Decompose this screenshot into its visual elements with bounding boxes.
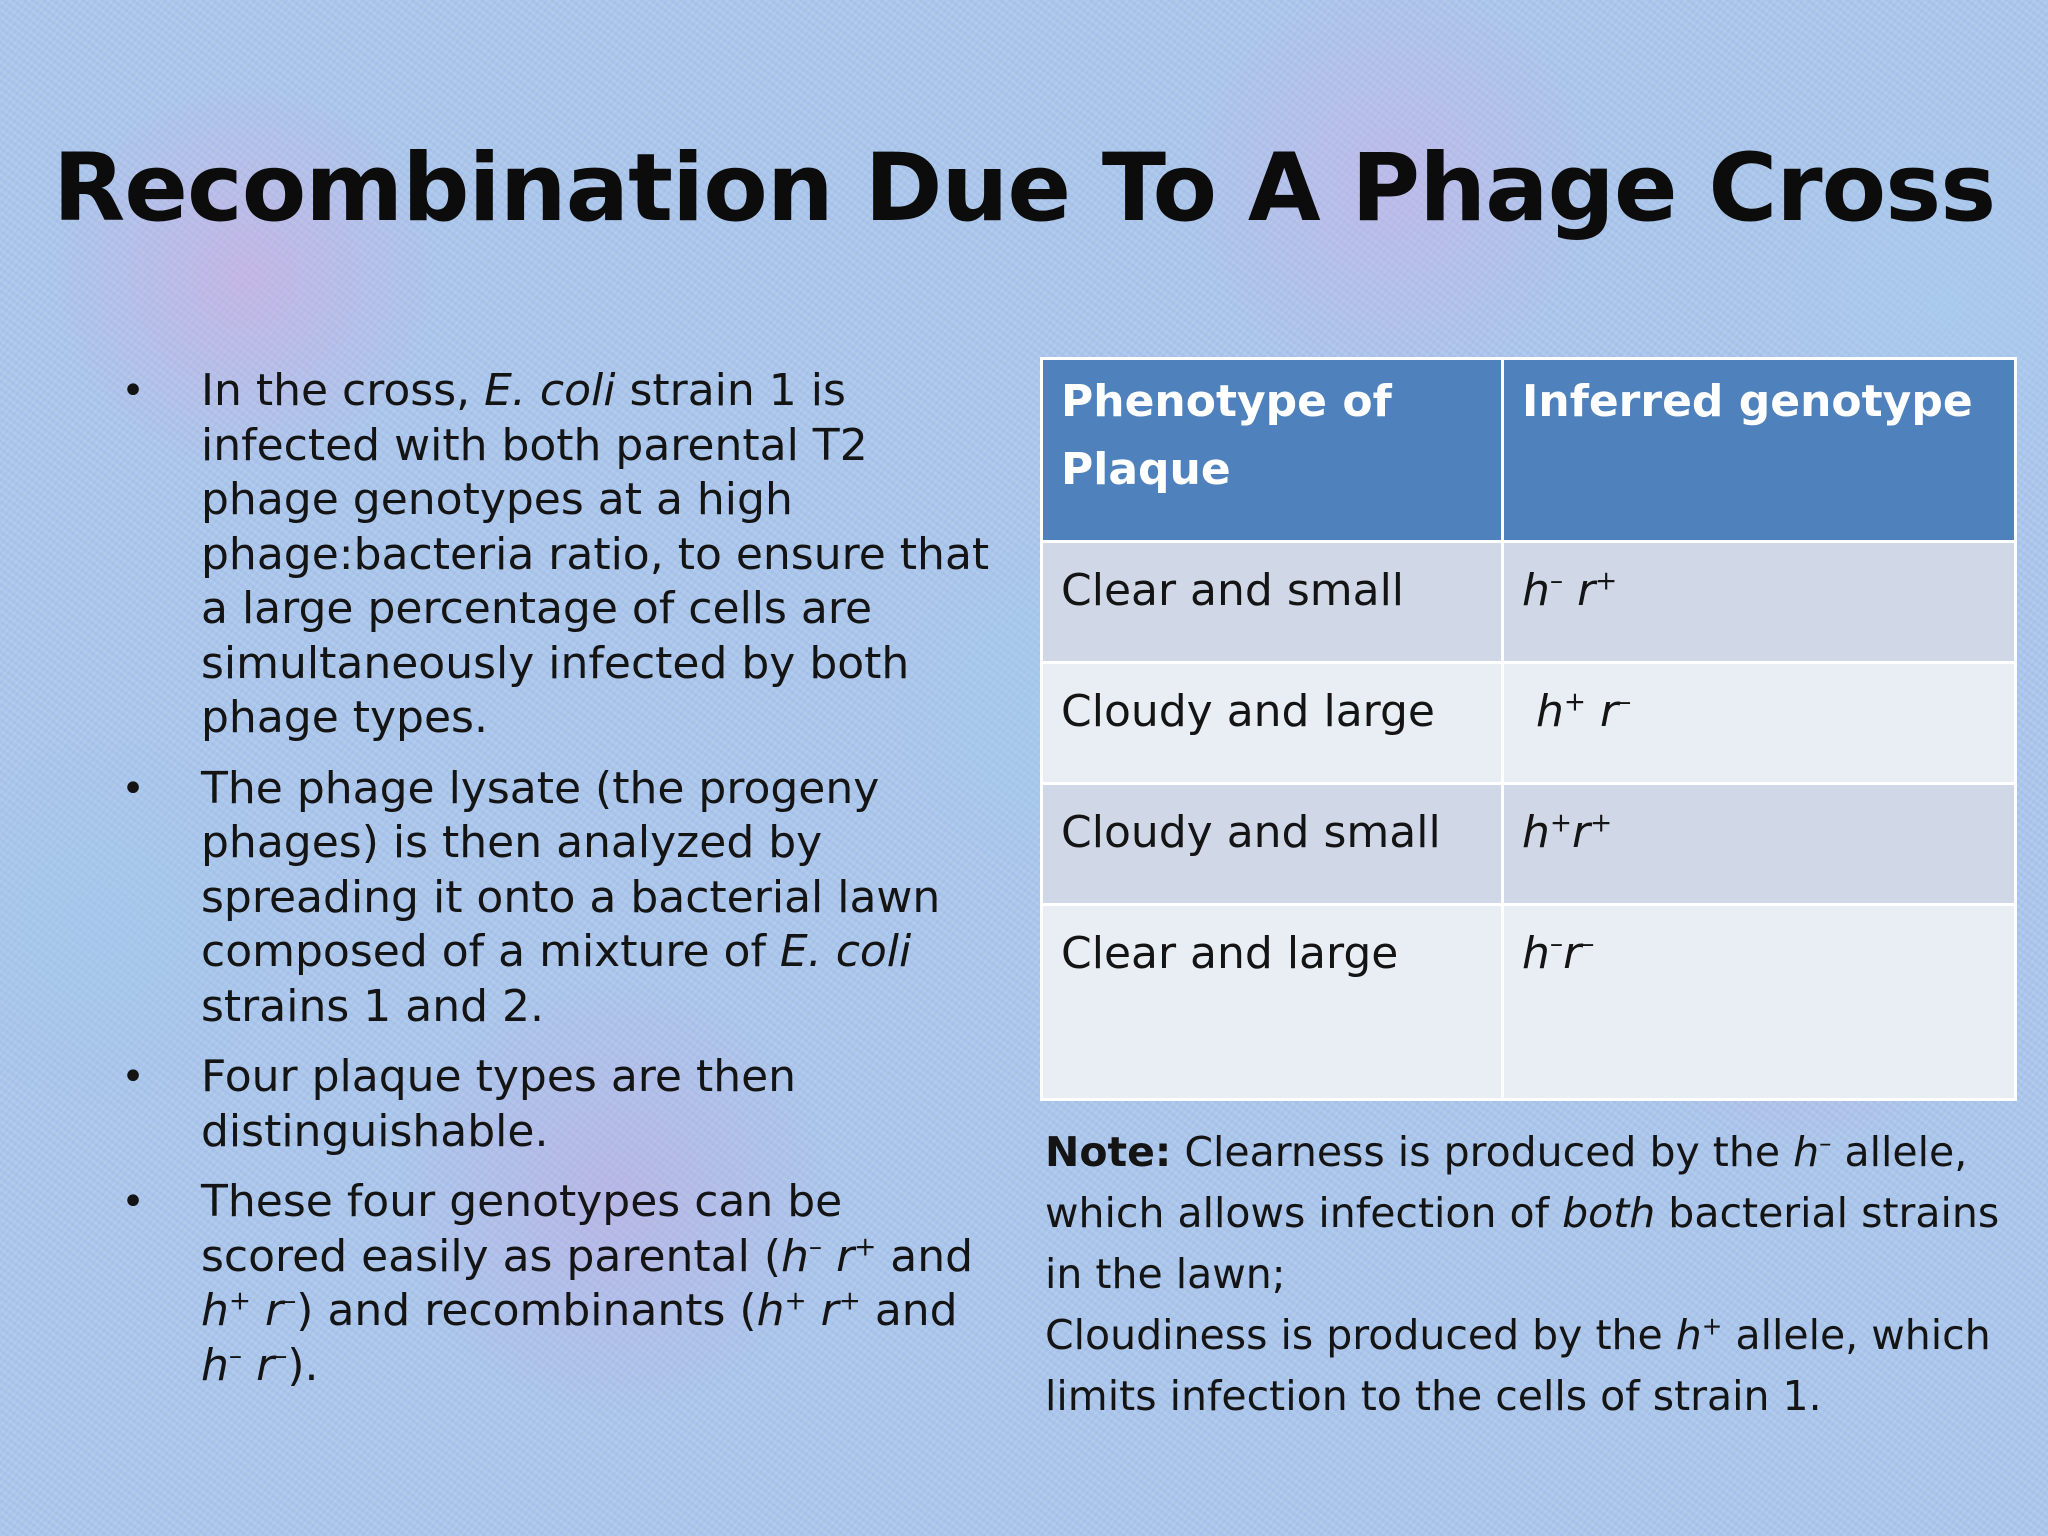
slide-title: Recombination Due To A Phage Cross: [52, 134, 1996, 243]
bullet-text: ).: [287, 1339, 319, 1391]
genotype-h: h: [1522, 686, 1564, 737]
header-genotype: Inferred genotype: [1503, 359, 2016, 542]
genotype-h: h: [1675, 1311, 1702, 1359]
genotype-r: r: [1563, 565, 1596, 616]
bullet-dot: •: [121, 765, 145, 812]
bullet-text: and: [876, 1230, 974, 1282]
table-row: [1042, 663, 2016, 784]
allele-sign: –: [1819, 1128, 1832, 1158]
species-name: E. coli: [779, 926, 912, 977]
allele-sign: +: [838, 1285, 861, 1317]
table-header-row: [1042, 359, 2016, 542]
genotype-r: r: [1563, 928, 1582, 979]
allele-sign: –: [1549, 928, 1564, 960]
bullet-text: The phage lysate (the progeny phages) is then analyzed by spreading it onto a bacterial lawn composed of a mixture of: [201, 762, 941, 977]
bullet-list: [118, 364, 998, 1409]
note-block: [1045, 1122, 2025, 1427]
genotype-r: r: [251, 1285, 284, 1336]
genotype-h: h: [1522, 807, 1550, 858]
allele-sign: –: [1618, 686, 1632, 718]
allele-sign: –: [274, 1339, 288, 1371]
phenotype-cell: Cloudy and small: [1042, 784, 1503, 905]
bullet-text: and: [860, 1285, 958, 1336]
note-line-clearness: [1045, 1122, 2025, 1305]
genotype-cell: [1503, 784, 2016, 905]
allele-sign: –: [283, 1285, 297, 1317]
genotype-h: h: [1522, 565, 1550, 616]
note-emphasis: both: [1562, 1189, 1656, 1237]
genotype-h: h: [1793, 1128, 1820, 1176]
table-row: [1042, 905, 2016, 1100]
species-name: E. coli: [484, 365, 616, 416]
allele-sign: –: [228, 1339, 243, 1371]
bullet-dot: •: [121, 368, 145, 414]
bullet-item: [118, 364, 998, 746]
header-phenotype: Phenotype of Plaque: [1042, 359, 1503, 542]
note-label: Note:: [1045, 1128, 1172, 1176]
genotype-r: r: [1572, 807, 1591, 858]
genotype-cell: [1503, 905, 2016, 1100]
allele-sign: –: [1549, 565, 1564, 597]
bullet-item: [118, 1050, 998, 1159]
allele-sign: +: [1590, 807, 1613, 839]
note-text: allele, which allows infection of: [1045, 1128, 1968, 1237]
phenotype-cell: Cloudy and large: [1042, 663, 1503, 784]
allele-sign: +: [784, 1285, 807, 1317]
genotype-h: h: [781, 1230, 809, 1282]
genotype-cell: [1503, 663, 2016, 784]
phenotype-cell: Clear and large: [1042, 905, 1503, 1100]
allele-sign: –: [808, 1230, 823, 1262]
bullet-item: [118, 1175, 998, 1393]
note-text: Clearness is produced by the: [1171, 1128, 1794, 1176]
genotype-r: r: [806, 1285, 839, 1336]
bullet-text: strains 1 and 2.: [201, 980, 544, 1032]
bullet-text: ) and recombinants (: [296, 1285, 757, 1336]
bullet-item: [118, 762, 998, 1035]
allele-sign: +: [1701, 1311, 1723, 1341]
note-text: bacterial strains in the lawn;: [1045, 1189, 2000, 1298]
genotype-h: h: [201, 1285, 229, 1336]
genotype-r: r: [822, 1230, 855, 1282]
genotype-r: r: [242, 1339, 275, 1391]
bullet-text: Four plaque types are then distinguishable.: [201, 1051, 797, 1157]
table-row: [1042, 784, 2016, 905]
genotype-r: r: [1586, 686, 1619, 737]
allele-sign: +: [854, 1230, 877, 1262]
note-text: allele, which limits infection to the cells of strain 1.: [1045, 1311, 1991, 1420]
note-line-cloudiness: [1045, 1305, 2025, 1427]
bullet-text: strain 1 is infected with both parental T2 phage genotypes at a high phage:bacteria ratio, to ensure that a large percentage of cells are simultaneously infected by both phage types.: [201, 365, 990, 743]
allele-sign: +: [228, 1285, 252, 1317]
allele-sign: –: [1581, 928, 1595, 960]
table-row: [1042, 542, 2016, 663]
genotype-h: h: [1522, 928, 1550, 979]
bullet-dot: •: [121, 1179, 145, 1225]
note-text: Cloudiness is produced by the: [1045, 1311, 1676, 1359]
bullet-dot: •: [121, 1054, 145, 1100]
genotype-table: [1040, 357, 2017, 1101]
allele-sign: +: [1563, 686, 1586, 718]
phenotype-cell: Clear and small: [1042, 542, 1503, 663]
bullet-text: In the cross,: [201, 365, 485, 416]
bullet-text: These four genotypes can be scored easily as parental (: [201, 1176, 843, 1282]
allele-sign: +: [1595, 565, 1618, 597]
allele-sign: +: [1549, 807, 1573, 839]
genotype-h: h: [201, 1339, 229, 1391]
genotype-cell: [1503, 542, 2016, 663]
genotype-h: h: [756, 1285, 785, 1336]
